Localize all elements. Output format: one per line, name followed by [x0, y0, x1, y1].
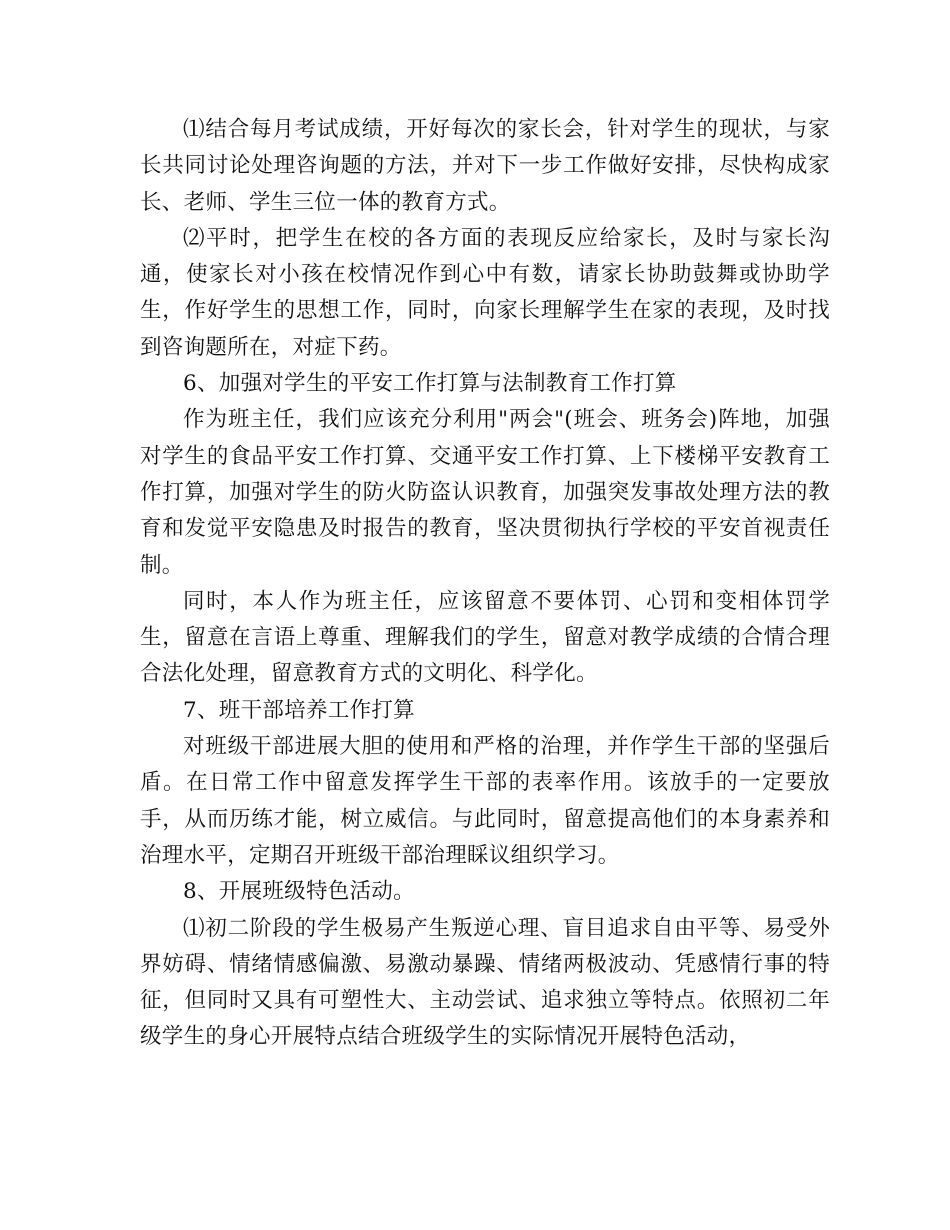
- paragraph-class-cadre: 对班级干部进展大胆的使用和严格的治理，并作学生干部的坚强后盾。在日常工作中留意发挥学生干部的表率作用。该放手的一定要放手，从而历练才能，树立威信。与此同时，留意提高他们的本身素养和治理水平，定期召开班级干部治理睬议组织学习。: [140, 734, 830, 868]
- section-heading-class-cadre: 7、班干部培养工作打算: [183, 697, 415, 723]
- section-heading-activities: 8、开展班级特色活动。: [183, 879, 415, 905]
- paragraph-parent-communication: ⑵平时，把学生在校的各方面的表现反应给家长，及时与家长沟通，使家长对小孩在校情况作到心中有数，请家长协助鼓舞或协助学生，作好学生的思想工作，同时，向家长理解学生在家的表现，及时找到咨询题所在，对症下药。: [140, 225, 830, 360]
- paragraph-safety-education: 作为班主任，我们应该充分利用"两会"(班会、班务会)阵地，加强对学生的食品平安工作打算、交通平安工作打算、上下楼梯平安教育工作打算，加强对学生的防火防盗认识教育，加强突发事故处理方法的教育和发觉平安隐患及时报告的教育，坚决贯彻执行学校的平安首视责任制。: [140, 407, 830, 578]
- paragraph-no-punishment: 同时，本人作为班主任，应该留意不要体罚、心罚和变相体罚学生，留意在言语上尊重、理解我们的学生，留意对教学成绩的合情合理合法化处理，留意教育方式的文明化、科学化。: [140, 588, 830, 687]
- section-heading-safety: 6、加强对学生的平安工作打算与法制教育工作打算: [183, 371, 677, 397]
- paragraph-grade-two-traits: ⑴初二阶段的学生极易产生叛逆心理、盲目追求自由平等、易受外界妨碍、情绪情感偏激、易激动暴躁、情绪两极波动、凭感情行事的特征，但同时又具有可塑性大、主动尝试、追求独立等特点。依照初二年级学生的身心开展特点结合班级学生的实际情况开展特色活动，: [140, 915, 830, 1050]
- document-body: [140, 112, 830, 1056]
- paragraph-parent-meeting: ⑴结合每月考试成绩，开好每次的家长会，针对学生的现状，与家长共同讨论处理咨询题的方法，并对下一步工作做好安排，尽快构成家长、老师、学生三位一体的教育方式。: [140, 117, 830, 215]
